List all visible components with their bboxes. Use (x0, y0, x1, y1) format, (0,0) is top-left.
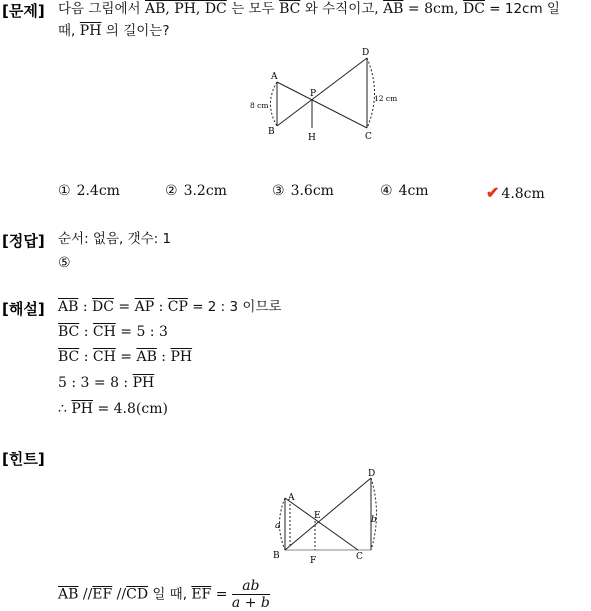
problem-line-2 (58, 22, 170, 40)
problem-figure (240, 46, 410, 146)
right-brace (367, 58, 375, 128)
label-p: P (310, 89, 317, 99)
choice-marker: ① (58, 183, 71, 199)
hint-tag: [힌트] (2, 450, 45, 468)
fraction-denominator: a + b (231, 595, 270, 611)
problem-value: = 12cm 일 (484, 1, 560, 17)
choice-marker: ④ (380, 183, 393, 199)
problem-text: 때, (58, 23, 76, 39)
segment-dc: $\overline{DC}$ (463, 1, 485, 17)
segment: $\overline{CH}$ (92, 349, 116, 365)
choice-text: 4.8cm (501, 186, 545, 202)
segment: $\overline{DC}$ (92, 299, 114, 315)
problem-text: 와 수직이고, (304, 1, 379, 17)
segment-ab: $\overline{AB}$ (383, 1, 404, 17)
segment-bc: $\overline{BC}$ (279, 1, 301, 17)
choice-text: 2.4cm (76, 183, 120, 199)
choice-1[interactable] (58, 183, 120, 199)
label-h: H (308, 133, 316, 143)
parallel-symbol: // (112, 586, 127, 603)
solution-line-5 (58, 400, 168, 418)
solution-tag: [해설] (2, 300, 45, 318)
segment: $\overline{PH}$ (71, 401, 93, 417)
checkmark-icon: ✔ (486, 183, 500, 202)
line-ac (277, 82, 367, 128)
fraction (232, 578, 270, 611)
fraction-numerator: ab (232, 578, 270, 595)
choice-text: 3.2cm (183, 183, 227, 199)
segment: $\overline{BC}$ (58, 349, 80, 365)
label-d: D (368, 469, 376, 479)
label-c: C (356, 552, 363, 562)
choice-4[interactable] (380, 183, 429, 199)
therefore-symbol: ∴ (58, 401, 72, 417)
solution-line-1: $\overline{AB}$ : $\overline{DC} = \overline{AP}$ : $\overline{CP} = 2$ : 3 이므로 (58, 299, 282, 315)
choice-3[interactable] (272, 183, 334, 199)
length-ab: 8 cm (250, 101, 269, 110)
line-bd (285, 478, 371, 550)
choice-5[interactable] (486, 183, 545, 202)
right-brace (371, 478, 377, 550)
answer-line-1: 순서: 없음, 갯수: 1 (58, 231, 172, 247)
label-a: A (271, 72, 278, 82)
choice-2[interactable] (165, 183, 227, 199)
segment: $\overline{BC}$ (58, 324, 80, 340)
length-b: b (371, 515, 377, 525)
segment-list: AB, PH, DC (145, 1, 227, 17)
length-a: a (275, 521, 281, 531)
left-brace (271, 82, 278, 126)
segment: $\overline{EF}$ (191, 586, 212, 603)
problem-text: 는 모두 (231, 1, 275, 17)
label-d: D (362, 48, 370, 58)
segment: $\overline{PH}$ (132, 375, 155, 391)
segment-ph: $\overline{PH}$ (79, 23, 102, 39)
ratio-text: = 2 : 3 이므로 (187, 299, 282, 315)
problem-text: 다음 그림에서 (58, 1, 141, 17)
segment: $\overline{CD}$ (126, 586, 149, 603)
length-dc: 12 cm (374, 94, 398, 103)
label-f: F (310, 556, 317, 566)
choice-text: 4cm (398, 183, 429, 199)
parallel-symbol: // (78, 586, 93, 603)
ratio-text: 5 : 3 = 8 : (58, 375, 133, 391)
answer-line-2: ⑤ (58, 255, 71, 271)
problem-text: 의 길이는? (105, 23, 170, 39)
choice-text: 3.6cm (290, 183, 334, 199)
segment: $\overline{CP}$ (167, 299, 188, 315)
problem-value: = 8cm, (403, 1, 464, 17)
hint-figure (268, 466, 388, 566)
result-text: = 4.8(cm) (93, 401, 168, 417)
label-c: C (365, 132, 372, 142)
segment: $\overline{AB}$ (58, 586, 79, 603)
segment: $\overline{AB}$ (136, 349, 157, 365)
answer-tag: [정답] (2, 232, 45, 250)
segment: $\overline{PH}$ (170, 349, 193, 365)
segment: $\overline{EF}$ (92, 586, 113, 603)
solution-line-2: $\overline{BC}$ : $\overline{CH} = 5$ : 3 (58, 324, 168, 340)
choice-marker: ② (165, 183, 178, 199)
label-b: B (273, 551, 280, 561)
problem-tag: [문제] (2, 2, 45, 20)
label-e: E (314, 511, 321, 521)
label-a: A (288, 493, 295, 503)
hint-text: 일 때, (148, 586, 192, 603)
hint-formula (58, 578, 270, 611)
solution-line-4 (58, 374, 154, 392)
line-ac (285, 498, 358, 550)
solution-line-3: $\overline{BC}$ : $\overline{CH} = \overline{AB}$ : $\overline{PH}$ (58, 349, 193, 365)
equals-sign: = (211, 586, 232, 603)
ratio-text: = 5 : 3 (115, 324, 168, 340)
choice-marker: ③ (272, 183, 285, 199)
segment: $\overline{CH}$ (92, 324, 116, 340)
line-bd (277, 58, 367, 126)
problem-line-1 (58, 0, 560, 18)
segment: $\overline{AB}$ (58, 299, 79, 315)
label-b: B (268, 127, 275, 137)
segment: $\overline{AP}$ (134, 299, 155, 315)
